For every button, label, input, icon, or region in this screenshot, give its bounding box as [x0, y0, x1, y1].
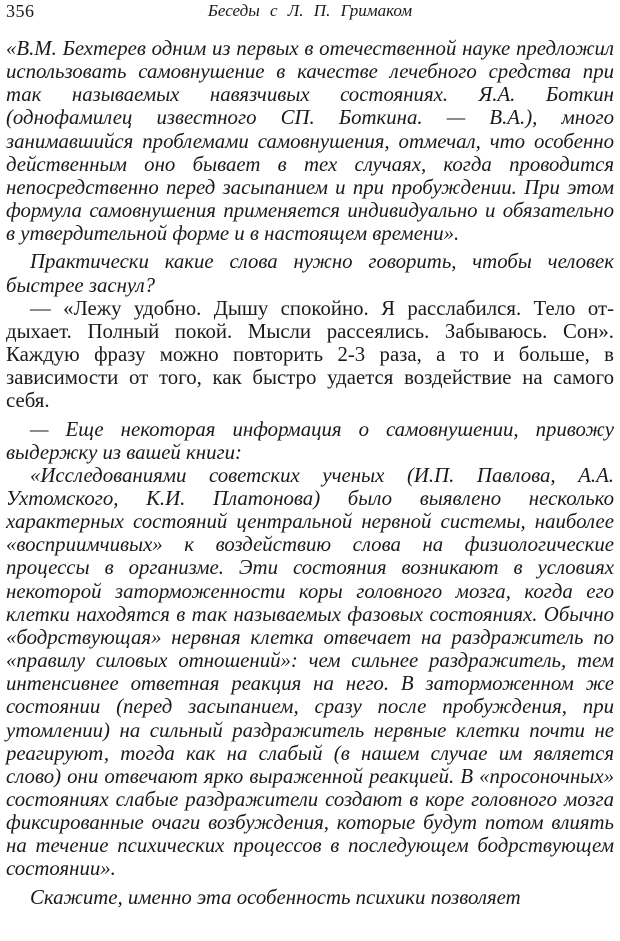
answer-paragraph: — «Лежу удобно. Дышу спокойно. Я расслабился. Тело отдыхает. Полный покой. Мысли рассеялись. Забываюсь. Сон». Каждую фразу можно повторить 2-3 раза, а то и больше, в зависимости от того, как быстро удается воздействие на самого себя. — [6, 296, 614, 413]
remark-paragraph: — Еще некоторая информация о самовнушении, привожу выдержку из вашей книги: — [6, 417, 614, 464]
body-text — [6, 37, 614, 909]
question-paragraph: Практически какие слова нужно говорить, чтобы человек быстрее заснул? — [6, 250, 614, 297]
running-title: Беседы с Л. П. Гримаком — [207, 1, 413, 20]
page-number: 356 — [6, 1, 35, 21]
quote-paragraph-bekhterev: «В.М. Бехтерев одним из первых в отечественной науке предложил использовать самовнушение в качестве лечебного средства при так называемых навязчивых состояниях. Я.А. Боткин (однофамилец известного СП. Боткина. — В.А.), много занимавшийся проблемами самовнушения, отмечал, что особенно действенным оно бывает в тех случаях, когда проводится непосредственно перед засыпанием и при пробуждении. При этом формула самовнушения применяется индивидуально и обязательно в утвердительной форме и в настоящем времени». — [6, 37, 614, 246]
page-header — [0, 0, 620, 26]
quote-paragraph-research: «Исследованиями советских ученых (И.П. Павлова, А.А. Ухтомского, К.И. Платонова) было выявлено несколько характерных состояний центральной нервной системы, наиболее «восприимчивых» к воздействию слова на физиологические процессы в организме. Эти состояния возникают в условиях некоторой заторможенности коры головного мозга, когда его клетки находятся в так называемых фазовых состояниях. Обычно «бодрствующая» нервная клетка отвечает на раздражитель по «правилу силовых отношений»: чем сильнее раздражитель, тем интенсивнее ответная реакция на него. В заторможенном же состоянии (перед засыпанием, сразу после пробуждения, при утомлении) на сильный раздражитель нервные клетки почти не реагируют, тогда как на слабый (в нашем случае им является слово) они отвечают ярко выраженной реакцией. В «просоночных» состояниях слабые раздражители создают в коре головного мозга фиксированные очаги возбуждения, которые будут потом влиять на течение психических процессов в последующем бодрствующем состоянии». — [6, 463, 614, 881]
closing-question-paragraph: Скажите, именно эта особенность психики позволяет — [30, 885, 521, 909]
